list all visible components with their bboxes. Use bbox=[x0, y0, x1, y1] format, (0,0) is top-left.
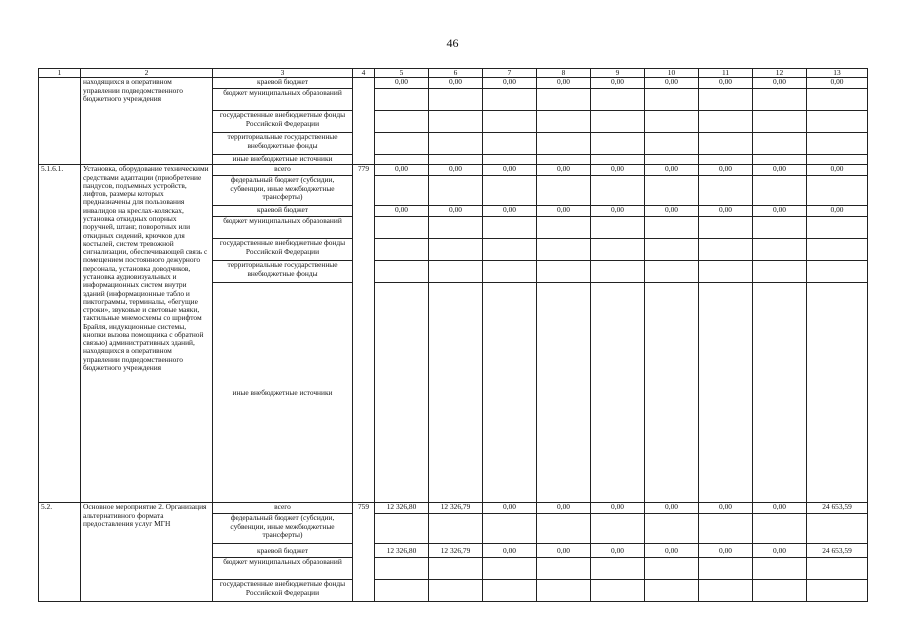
source-cell: государственные внебюджетные фонды Российской Федерации bbox=[213, 239, 353, 261]
source-cell: государственные внебюджетные фонды Российской Федерации bbox=[213, 111, 353, 133]
value-cell: 0,00 bbox=[483, 78, 537, 89]
header-cell: 13 bbox=[807, 69, 868, 78]
value-cell: 0,00 bbox=[537, 78, 591, 89]
source-cell: бюджет муниципальных образований bbox=[213, 558, 353, 580]
value-cell: 0,00 bbox=[699, 206, 753, 217]
code-cell bbox=[39, 78, 81, 165]
header-cell: 6 bbox=[429, 69, 483, 78]
source-cell: всего bbox=[213, 165, 353, 176]
source-cell: краевой бюджет bbox=[213, 78, 353, 89]
col4-cell bbox=[353, 78, 375, 165]
header-cell: 2 bbox=[81, 69, 213, 78]
header-cell: 1 bbox=[39, 69, 81, 78]
value-cell: 0,00 bbox=[753, 78, 807, 89]
header-cell: 8 bbox=[537, 69, 591, 78]
value-cell: 0,00 bbox=[753, 503, 807, 514]
value-cell: 0,00 bbox=[591, 78, 645, 89]
header-row bbox=[39, 69, 868, 78]
value-cell: 12 326,80 bbox=[375, 503, 429, 514]
source-cell: территориальные государственные внебюджетные фонды bbox=[213, 261, 353, 283]
value-cell: 0,00 bbox=[537, 206, 591, 217]
value-cell: 0,00 bbox=[537, 544, 591, 558]
value-cell: 24 653,59 bbox=[807, 503, 868, 514]
value-cell: 0,00 bbox=[699, 165, 753, 176]
value-cell: 0,00 bbox=[753, 206, 807, 217]
source-cell: государственные внебюджетные фонды Российской Федерации bbox=[213, 580, 353, 602]
source-cell: территориальные государственные внебюджетные фонды bbox=[213, 133, 353, 155]
value-cell: 0,00 bbox=[483, 206, 537, 217]
source-cell: федеральный бюджет (субсидии, субвенции, иные межбюджетные трансферты) bbox=[213, 514, 353, 544]
code-cell: 5.2. bbox=[39, 503, 81, 602]
value-cell: 0,00 bbox=[591, 206, 645, 217]
value-cell: 0,00 bbox=[645, 165, 699, 176]
value-cell: 0,00 bbox=[645, 544, 699, 558]
source-cell: краевой бюджет bbox=[213, 544, 353, 558]
description-cell: Основное мероприятие 2. Организация альтернативного формата предоставления услуг МГН bbox=[81, 503, 213, 602]
col4-cell: 759 bbox=[353, 503, 375, 602]
source-cell: иные внебюджетные источники bbox=[213, 155, 353, 165]
value-cell: 0,00 bbox=[753, 165, 807, 176]
value-cell: 0,00 bbox=[699, 78, 753, 89]
value-cell: 0,00 bbox=[591, 165, 645, 176]
value-cell: 0,00 bbox=[591, 544, 645, 558]
value-cell: 12 326,80 bbox=[375, 544, 429, 558]
description-cell: Установка, оборудование техническими средствами адаптации (приобретение пандусов, подъемных устройств, лифтов, размеры которых предназначены для пользования инвалидов на креслах-колясках, установка откидных опорных поручней, штанг, поворотных или откидных сидений, крючков для костылей, систем тревожной сигнализации, обеспечивающей связь с помещением постоянного дежурного персонала, установка доводчиков, установка аудиовизуальных и информационных систем внутри зданий (информационные табло и пиктограммы, терминалы, «бегущие строки», звуковые и световые маяки, тактильные мнемосхемы со шрифтом Брайля, индукционные системы, кнопки вызова помощника с обратной связью) административных зданий, находящихся в оперативном управлении подведомственного бюджетного учреждения bbox=[81, 165, 213, 503]
value-cell: 0,00 bbox=[537, 165, 591, 176]
table-row bbox=[39, 78, 868, 89]
header-cell: 3 bbox=[213, 69, 353, 78]
table-row bbox=[39, 165, 868, 176]
value-cell: 0,00 bbox=[645, 206, 699, 217]
value-cell: 0,00 bbox=[483, 544, 537, 558]
value-cell: 0,00 bbox=[375, 78, 429, 89]
source-cell: бюджет муниципальных образований bbox=[213, 217, 353, 239]
value-cell: 0,00 bbox=[807, 78, 868, 89]
description-cell: находящихся в оперативном управлении подведомственного бюджетного учреждения bbox=[81, 78, 213, 165]
source-cell: федеральный бюджет (субсидии, субвенции, иные межбюджетные трансферты) bbox=[213, 176, 353, 206]
page-number: 46 bbox=[446, 36, 459, 50]
source-cell: иные внебюджетные источники bbox=[213, 283, 353, 503]
header-cell: 9 bbox=[591, 69, 645, 78]
source-cell: всего bbox=[213, 503, 353, 514]
value-cell: 0,00 bbox=[429, 165, 483, 176]
source-cell: краевой бюджет bbox=[213, 206, 353, 217]
table-row bbox=[39, 503, 868, 514]
header-cell: 4 bbox=[353, 69, 375, 78]
source-cell: бюджет муниципальных образований bbox=[213, 89, 353, 111]
value-cell: 0,00 bbox=[537, 503, 591, 514]
value-cell: 0,00 bbox=[645, 503, 699, 514]
value-cell: 12 326,79 bbox=[429, 544, 483, 558]
value-cell: 0,00 bbox=[375, 165, 429, 176]
col4-cell: 779 bbox=[353, 165, 375, 503]
budget-table bbox=[38, 68, 868, 602]
value-cell: 0,00 bbox=[591, 503, 645, 514]
value-cell: 0,00 bbox=[483, 165, 537, 176]
value-cell: 24 653,59 bbox=[807, 544, 868, 558]
header-cell: 10 bbox=[645, 69, 699, 78]
header-cell: 11 bbox=[699, 69, 753, 78]
value-cell: 0,00 bbox=[375, 206, 429, 217]
code-cell: 5.1.6.1. bbox=[39, 165, 81, 503]
value-cell: 0,00 bbox=[807, 206, 868, 217]
value-cell: 0,00 bbox=[483, 503, 537, 514]
header-cell: 7 bbox=[483, 69, 537, 78]
header-cell: 5 bbox=[375, 69, 429, 78]
value-cell: 0,00 bbox=[429, 78, 483, 89]
value-cell: 0,00 bbox=[699, 503, 753, 514]
header-cell: 12 bbox=[753, 69, 807, 78]
value-cell: 0,00 bbox=[429, 206, 483, 217]
value-cell: 0,00 bbox=[753, 544, 807, 558]
value-cell: 0,00 bbox=[699, 544, 753, 558]
value-cell: 0,00 bbox=[807, 165, 868, 176]
value-cell: 0,00 bbox=[645, 78, 699, 89]
value-cell: 12 326,79 bbox=[429, 503, 483, 514]
